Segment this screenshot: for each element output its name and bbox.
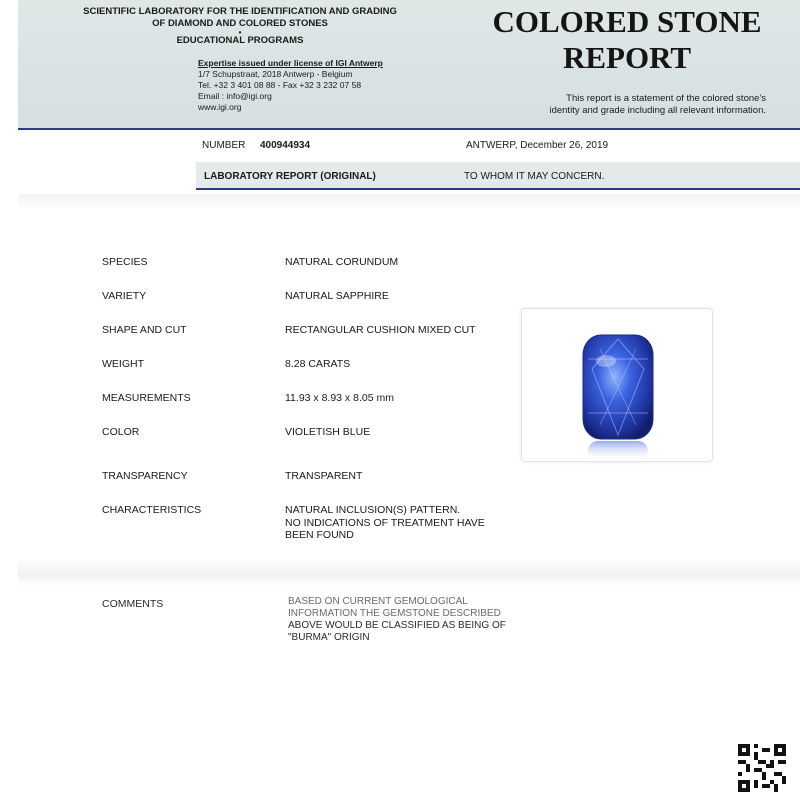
comments-line-2: INFORMATION THE GEMSTONE DESCRIBED — [288, 608, 501, 619]
details-table — [102, 256, 542, 544]
detail-row-color — [102, 426, 542, 470]
comments-label: COMMENTS — [102, 598, 164, 610]
lab-title — [80, 6, 400, 47]
detail-label: COLOR — [102, 426, 140, 438]
detail-value: VIOLETISH BLUE — [285, 426, 371, 438]
detail-label: MEASUREMENTS — [102, 392, 191, 404]
characteristics-line-2: NO INDICATIONS OF TREATMENT HAVE — [285, 516, 485, 529]
report-description — [488, 93, 766, 117]
comments-line-1: BASED ON CURRENT GEMOLOGICAL — [288, 596, 468, 607]
detail-label: SHAPE AND CUT — [102, 324, 187, 336]
comments-line-3: ABOVE WOULD BE CLASSIFIED AS BEING OF — [288, 620, 506, 631]
report-title-line-2: REPORT — [562, 40, 692, 75]
detail-value — [285, 504, 525, 542]
report-title-line-1: COLORED STONE — [492, 4, 762, 39]
lab-title-line-3: EDUCATIONAL PROGRAMS — [176, 35, 304, 46]
detail-row-species — [102, 256, 542, 290]
lab-title-line-1: SCIENTIFIC LABORATORY FOR THE IDENTIFICATION AND GRADING — [83, 6, 397, 17]
license-block — [198, 58, 383, 113]
detail-value: TRANSPARENT — [285, 470, 363, 482]
comments-text — [288, 596, 538, 644]
detail-label: SPECIES — [102, 256, 148, 268]
dot-ornament: • — [238, 28, 242, 37]
lab-report-bar — [196, 162, 800, 190]
to-whom-label: TO WHOM IT MAY CONCERN. — [464, 171, 605, 182]
report-number: 400944934 — [260, 140, 311, 151]
report-header — [18, 0, 800, 130]
detail-value: NATURAL SAPPHIRE — [285, 290, 389, 302]
address: 1/7 Schupstraat, 2018 Antwerp - Belgium — [198, 69, 353, 79]
detail-value: 8.28 CARATS — [285, 358, 351, 370]
email: Email : info@igi.org — [198, 91, 272, 101]
detail-label: TRANSPARENCY — [102, 470, 188, 482]
detail-row-variety — [102, 290, 542, 324]
characteristics-line-3: BEEN FOUND — [285, 529, 354, 541]
scan-band — [18, 194, 800, 210]
detail-row-shape — [102, 324, 542, 358]
detail-value: RECTANGULAR CUSHION MIXED CUT — [285, 324, 476, 336]
scan-band-lower — [18, 558, 800, 586]
detail-label: VARIETY — [102, 290, 147, 302]
detail-row-measurements — [102, 392, 542, 426]
report-title — [472, 4, 782, 76]
detail-label: CHARACTERISTICS — [102, 504, 202, 516]
sapphire-photo — [522, 309, 714, 463]
website: www.igi.org — [198, 102, 242, 112]
report-desc-line-2: identity and grade including all relevant information. — [549, 105, 766, 116]
detail-value: NATURAL CORUNDUM — [285, 256, 399, 268]
detail-value: 11.93 x 8.93 x 8.05 mm — [285, 392, 394, 404]
detail-row-weight — [102, 358, 542, 392]
comments-line-4: "BURMA" ORIGIN — [288, 632, 370, 643]
report-desc-line-1: This report is a statement of the colored stone's — [566, 93, 766, 104]
phone: Tel. +32 3 401 08 88 - Fax +32 3 232 07 58 — [198, 80, 362, 90]
detail-row-characteristics — [102, 504, 542, 544]
lab-title-line-2: OF DIAMOND AND COLORED STONES — [152, 18, 328, 29]
lab-report-label: LABORATORY REPORT (ORIGINAL) — [204, 171, 376, 182]
license-heading: Expertise issued under license of IGI Antwerp — [198, 58, 383, 68]
stone-photo-card — [521, 308, 713, 462]
detail-label: WEIGHT — [102, 358, 144, 370]
place-date: ANTWERP, December 26, 2019 — [466, 140, 609, 151]
number-label: NUMBER — [202, 140, 246, 151]
number-row — [196, 134, 800, 158]
qr-code-icon — [738, 744, 786, 792]
detail-row-transparency — [102, 470, 542, 504]
characteristics-line-1: NATURAL INCLUSION(S) PATTERN. — [285, 504, 461, 516]
